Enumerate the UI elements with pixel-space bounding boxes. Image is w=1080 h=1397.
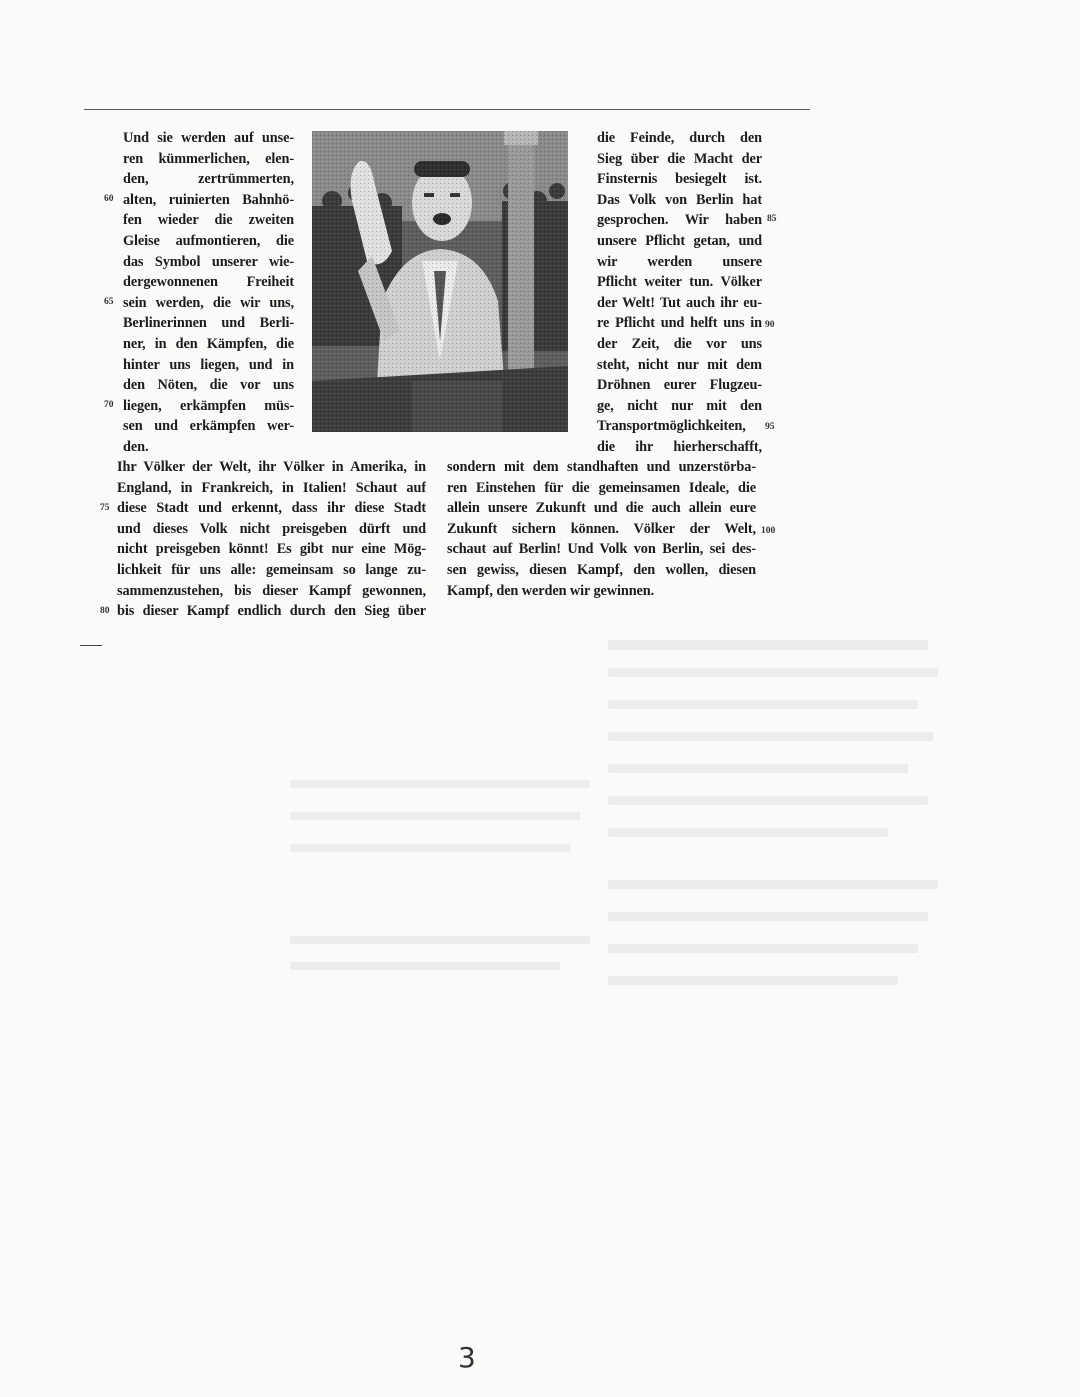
text-line: Das Volk von Berlin hat [597, 191, 762, 208]
text-line: ner, in den Kämpfen, die [123, 335, 294, 352]
text-line: schaut auf Berlin! Und Volk von Berlin, sei des- [447, 541, 756, 558]
text-line: steht, nicht nur mit dem [597, 356, 762, 373]
text-line: diese Stadt und erkennt, dass ihr diese Stadt [117, 500, 426, 517]
margin-tick [80, 645, 102, 646]
text-line: den, zertrümmerten, [123, 171, 294, 188]
text-line: die Feinde, durch den [597, 130, 762, 146]
text-line: nicht preisgeben könnt! Es gibt nur eine Mög- [117, 541, 426, 558]
text-line: gesprochen. Wir haben [597, 212, 762, 229]
text-line: England, in Frankreich, in Italien! Schaut auf [117, 479, 426, 496]
text-line: ge, nicht nur mit den [597, 397, 762, 414]
text-line: dergewonnenen Freiheit [123, 274, 294, 291]
text-line: hinter uns liegen, und in [123, 356, 294, 373]
text-line: bis dieser Kampf endlich durch den Sieg über [117, 603, 426, 620]
text-line: unsere Pflicht getan, und [597, 232, 762, 249]
text-line: Kampf, den werden wir gewinnen. [447, 582, 655, 599]
line-number: 85 [767, 214, 777, 224]
text-line: lichkeit für uns alle: gemeinsam so lange zu- [117, 561, 426, 578]
text-line: wir werden unsere [597, 253, 762, 270]
text-line: sondern mit dem standhaften und unzerstörba- [447, 459, 756, 475]
speaker-photo [312, 131, 568, 432]
top-rule [84, 109, 810, 110]
text-line: Und sie werden auf unse- [123, 130, 294, 146]
text-line: den Nöten, die vor uns [123, 377, 294, 394]
text-line: die ihr hierherschafft, [597, 438, 762, 455]
text-line: der Welt! Tut auch ihr eu- [597, 294, 762, 311]
text-line: Dröhnen eurer Flugzeu- [597, 377, 762, 394]
text-line: Finsternis besiegelt ist. [597, 171, 762, 188]
line-number: 65 [104, 297, 114, 307]
text-line: Transportmöglichkeiten, [597, 418, 746, 435]
page-number: 3 [458, 1341, 476, 1374]
text-line: Ihr Völker der Welt, ihr Völker in Amerika, in [117, 459, 426, 475]
text-line: sammenzustehen, bis dieser Kampf gewonnen, [117, 582, 426, 599]
text-line: alten, ruinierten Bahnhö- [123, 191, 294, 208]
text-line: re Pflicht und helft uns in [597, 315, 762, 332]
text-line: Sieg über die Macht der [597, 150, 762, 167]
text-line: liegen, erkämpfen müs- [123, 397, 294, 414]
text-column-left-top [123, 128, 294, 458]
text-line: Berlinerinnen und Berli- [123, 315, 294, 332]
text-line: fen wieder die zweiten [123, 212, 294, 229]
text-column-right-bottom [447, 457, 756, 601]
text-line: der Zeit, die vor uns [597, 335, 762, 352]
line-number: 90 [765, 320, 775, 330]
text-line: allein unsere Zukunft und die auch allein eure [447, 500, 756, 517]
line-number: 70 [104, 400, 114, 410]
text-line: ren kümmerlichen, elen- [123, 150, 294, 167]
line-number: 80 [100, 606, 110, 616]
text-column-right-top [597, 128, 762, 458]
text-line: sen und erkämpfen wer- [123, 418, 294, 435]
text-line: und dieses Volk nicht preisgeben dürft und [117, 520, 426, 537]
text-line: sein werden, die wir uns, [123, 294, 294, 311]
text-line: den. [123, 438, 149, 455]
line-number: 100 [761, 526, 776, 536]
line-number: 95 [765, 422, 775, 432]
text-line: das Symbol unserer wie- [123, 253, 294, 270]
text-line: Gleise aufmontieren, die [123, 232, 294, 249]
text-line: Pflicht weiter tun. Völker [597, 274, 762, 291]
line-number: 75 [100, 503, 110, 513]
text-line: sen gewiss, diesen Kampf, den wollen, diesen [447, 561, 756, 578]
text-column-left-bottom [117, 457, 426, 622]
line-number: 60 [104, 194, 114, 204]
text-line: ren Einstehen für die gemeinsamen Ideale, die [447, 479, 756, 496]
text-line: Zukunft sichern können. Völker der Welt, [447, 520, 756, 537]
